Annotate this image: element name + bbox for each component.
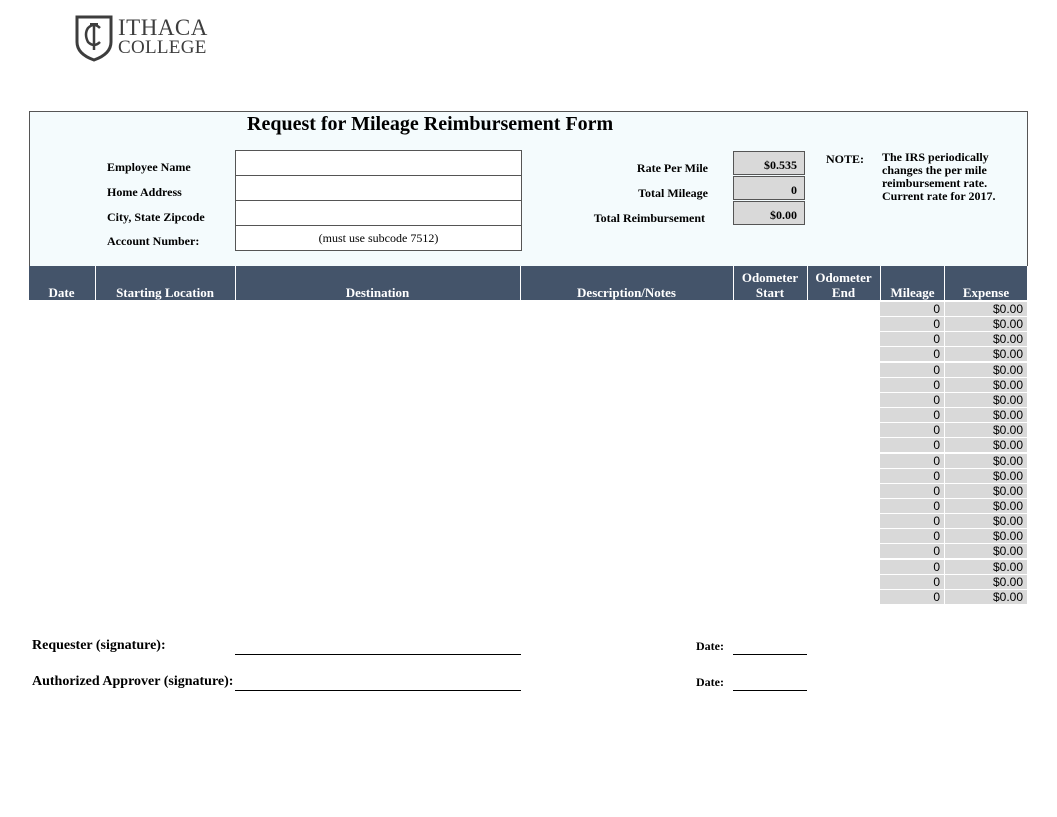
ithaca-college-logo-icon bbox=[74, 14, 114, 62]
note-label: NOTE: bbox=[826, 152, 865, 166]
mileage-cell: 0 bbox=[880, 423, 944, 437]
expense-cell: $0.00 bbox=[945, 590, 1027, 604]
expense-cell: $0.00 bbox=[945, 302, 1027, 316]
expense-cell: $0.00 bbox=[945, 544, 1027, 558]
odometer-start-line1: Odometer bbox=[741, 270, 799, 285]
approver-signature-label: Authorized Approver (signature): bbox=[32, 674, 234, 689]
column-divider bbox=[880, 266, 881, 300]
mileage-cell: 0 bbox=[880, 590, 944, 604]
approver-signature-line[interactable] bbox=[235, 690, 521, 691]
expense-cell: $0.00 bbox=[945, 423, 1027, 437]
employee-name-field[interactable] bbox=[235, 150, 522, 176]
mileage-cell: 0 bbox=[880, 302, 944, 316]
mileage-cell: 0 bbox=[880, 499, 944, 513]
mileage-cell: 0 bbox=[880, 332, 944, 346]
total-reimbursement-label: Total Reimbursement bbox=[593, 211, 705, 225]
home-address-label: Home Address bbox=[107, 185, 182, 199]
employee-name-label: Employee Name bbox=[107, 160, 191, 174]
column-divider bbox=[520, 266, 521, 300]
column-divider bbox=[95, 266, 96, 300]
total-reimbursement-value: $0.00 bbox=[733, 201, 805, 225]
mileage-cell: 0 bbox=[880, 363, 944, 377]
mileage-cell: 0 bbox=[880, 575, 944, 589]
account-number-field[interactable]: (must use subcode 7512) bbox=[235, 225, 522, 251]
mileage-cell: 0 bbox=[880, 408, 944, 422]
column-divider bbox=[944, 266, 945, 300]
column-header-description: Description/Notes bbox=[577, 285, 676, 300]
table-header bbox=[29, 266, 1027, 300]
mileage-cell: 0 bbox=[880, 514, 944, 528]
approver-date-line[interactable] bbox=[733, 690, 807, 691]
expense-cell: $0.00 bbox=[945, 438, 1027, 452]
odometer-end-line2: End bbox=[831, 285, 856, 300]
expense-cell: $0.00 bbox=[945, 484, 1027, 498]
rate-per-mile-label: Rate Per Mile bbox=[636, 161, 708, 175]
mileage-cell: 0 bbox=[880, 393, 944, 407]
expense-cell: $0.00 bbox=[945, 560, 1027, 574]
logo-text-ithaca: ITHACA bbox=[118, 15, 208, 40]
city-state-zip-field[interactable] bbox=[235, 200, 522, 226]
column-header-odometer-end bbox=[807, 270, 880, 300]
approver-date-label: Date: bbox=[696, 675, 724, 689]
home-address-field[interactable] bbox=[235, 175, 522, 201]
note-text: The IRS periodically changes the per mile reimbursement rate. Current rate for 2017. bbox=[882, 150, 996, 203]
mileage-cell: 0 bbox=[880, 454, 944, 468]
mileage-cell: 0 bbox=[880, 544, 944, 558]
expense-cell: $0.00 bbox=[945, 469, 1027, 483]
expense-cell: $0.00 bbox=[945, 529, 1027, 543]
column-header-date: Date bbox=[48, 285, 75, 300]
requester-date-line[interactable] bbox=[733, 654, 807, 655]
column-header-expense: Expense bbox=[962, 285, 1010, 300]
column-divider bbox=[733, 266, 734, 300]
expense-cell: $0.00 bbox=[945, 575, 1027, 589]
expense-cell: $0.00 bbox=[945, 499, 1027, 513]
column-header-mileage: Mileage bbox=[890, 285, 935, 300]
total-mileage-label: Total Mileage bbox=[638, 186, 708, 200]
mileage-cell: 0 bbox=[880, 560, 944, 574]
city-state-zip-label: City, State Zipcode bbox=[107, 210, 205, 224]
expense-cell: $0.00 bbox=[945, 317, 1027, 331]
column-divider bbox=[235, 266, 236, 300]
logo-text-college: COLLEGE bbox=[118, 37, 207, 58]
expense-cell: $0.00 bbox=[945, 408, 1027, 422]
odometer-end-line1: Odometer bbox=[815, 270, 872, 285]
expense-cell: $0.00 bbox=[945, 332, 1027, 346]
odometer-start-line2: Start bbox=[755, 285, 785, 300]
form-title: Request for Mileage Reimbursement Form bbox=[247, 113, 614, 135]
expense-cell: $0.00 bbox=[945, 347, 1027, 361]
mileage-cell: 0 bbox=[880, 484, 944, 498]
expense-cell: $0.00 bbox=[945, 378, 1027, 392]
expense-cell: $0.00 bbox=[945, 454, 1027, 468]
mileage-cell: 0 bbox=[880, 317, 944, 331]
mileage-cell: 0 bbox=[880, 378, 944, 392]
column-header-starting-location: Starting Location bbox=[116, 285, 214, 300]
requester-signature-line[interactable] bbox=[235, 654, 521, 655]
column-divider bbox=[807, 266, 808, 300]
requester-date-label: Date: bbox=[696, 639, 724, 653]
mileage-cell: 0 bbox=[880, 469, 944, 483]
rate-per-mile-value: $0.535 bbox=[733, 151, 805, 175]
mileage-cell: 0 bbox=[880, 438, 944, 452]
mileage-cell: 0 bbox=[880, 529, 944, 543]
account-number-label: Account Number: bbox=[107, 234, 200, 248]
column-header-odometer-start bbox=[733, 270, 807, 300]
mileage-cell: 0 bbox=[880, 347, 944, 361]
expense-cell: $0.00 bbox=[945, 514, 1027, 528]
total-mileage-value: 0 bbox=[733, 176, 805, 200]
requester-signature-label: Requester (signature): bbox=[32, 638, 166, 653]
expense-cell: $0.00 bbox=[945, 363, 1027, 377]
expense-cell: $0.00 bbox=[945, 393, 1027, 407]
column-header-destination: Destination bbox=[345, 285, 410, 300]
